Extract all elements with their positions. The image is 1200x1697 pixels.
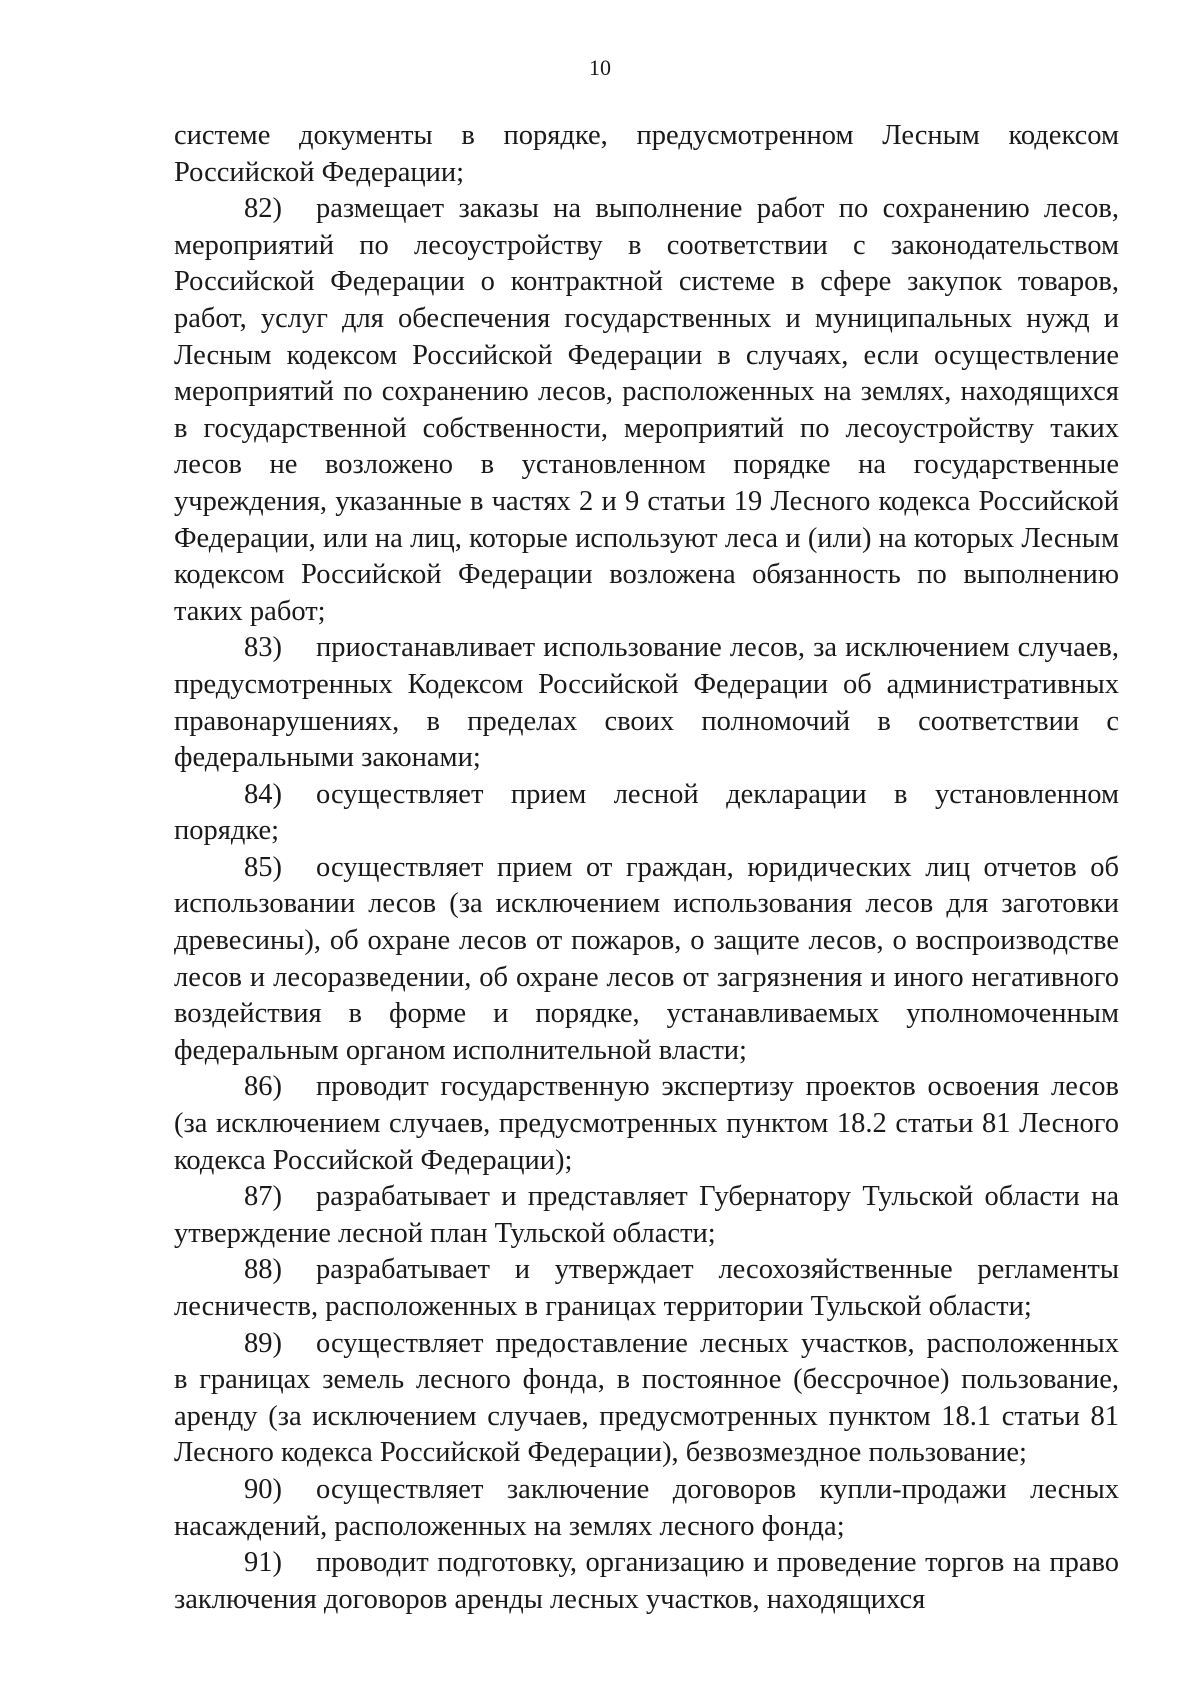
paragraph-text: осуществляет прием лесной декларации в установленном порядке; (174, 778, 1119, 847)
paragraph-item-82 (174, 191, 1119, 630)
paragraph-item-86 (174, 1069, 1119, 1179)
paragraph-continuation (174, 118, 1119, 191)
item-number: 87) (244, 1181, 282, 1213)
paragraph-text: системе документы в порядке, предусмотренном Лесным кодексом Российской Федерации; (174, 120, 1119, 188)
paragraph-text: приостанавливает использование лесов, за исключением случаев, предусмотренных Кодексом Российской Федерации об административных правонарушениях, в пределах своих полномочий в соответствии с федеральными законами; (174, 632, 1119, 774)
item-number: 86) (244, 1071, 282, 1103)
paragraph-item-89 (174, 1326, 1119, 1472)
paragraph-text: размещает заказы на выполнение работ по сохранению лесов, мероприятий по лесоустройству в соответствии с законодательством Российской Федерации о контрактной системе в сфере закупок товаров, работ, услуг для обеспечения государственных и муниципальных нужд и Лесным кодексом Российской Федерации в случаях, если осуществление мероприятий по сохранению лесов, расположенных на землях, находящихся в государственной собственности, мероприятий по лесоустройству таких лесов не возложено в установленном порядке на государственные учреждения, указанные в частях 2 и 9 статьи 19 Лесного кодекса Российской Федерации, или на лиц, которые используют леса и (или) на которых Лесным кодексом Российской Федерации возложена обязанность по выполнению таких работ; (174, 193, 1119, 627)
item-number: 89) (244, 1327, 282, 1359)
paragraph-text: проводит подготовку, организацию и проведение торгов на право заключения договоров аренды лесных участков, находящихся (174, 1547, 1119, 1615)
paragraph-text: разрабатывает и представляет Губернатору Тульской области на утверждение лесной план Тульской области; (174, 1181, 1119, 1249)
paragraph-item-84 (174, 777, 1119, 850)
paragraph-item-85 (174, 850, 1119, 1070)
paragraph-text: осуществляет заключение договоров купли-продажи лесных насаждений, расположенных на землях лесного фонда; (174, 1473, 1119, 1542)
paragraph-item-83 (174, 630, 1119, 776)
item-number: 90) (244, 1473, 282, 1505)
paragraph-item-87 (174, 1179, 1119, 1252)
paragraph-text: проводит государственную экспертизу проектов освоения лесов (за исключением случаев, предусмотренных пунктом 18.2 статьи 81 Лесного кодекса Российской Федерации); (174, 1071, 1119, 1176)
paragraph-text: осуществляет предоставление лесных участков, расположенных в границах земель лесного фонда, в постоянное (бессрочное) пользование, аренду (за исключением случаев, предусмотренных пунктом 18.1 статьи 81 Лесного кодекса Российской Федерации), безвозмездное пользование; (174, 1327, 1119, 1469)
item-number: 88) (244, 1254, 282, 1286)
page-number: 10 (589, 55, 611, 80)
item-number: 84) (244, 778, 282, 810)
paragraph-item-88 (174, 1252, 1119, 1325)
paragraph-item-91 (174, 1545, 1119, 1618)
document-body (174, 118, 1119, 1618)
item-number: 82) (244, 193, 282, 225)
item-number: 91) (244, 1547, 282, 1579)
paragraph-text: осуществляет прием от граждан, юридических лиц отчетов об использовании лесов (за исключением использования лесов для заготовки древесины), об охране лесов от пожаров, о защите лесов, о воспроизводстве лесов и лесоразведении, об охране лесов от загрязнения и иного негативного воздействия в форме и порядке, устанавливаемых уполномоченным федеральным органом исполнительной власти; (174, 851, 1119, 1066)
paragraph-item-90 (174, 1472, 1119, 1545)
item-number: 83) (244, 632, 282, 664)
item-number: 85) (244, 851, 282, 883)
paragraph-text: разрабатывает и утверждает лесохозяйственные регламенты лесничеств, расположенных в границах территории Тульской области; (174, 1254, 1119, 1322)
